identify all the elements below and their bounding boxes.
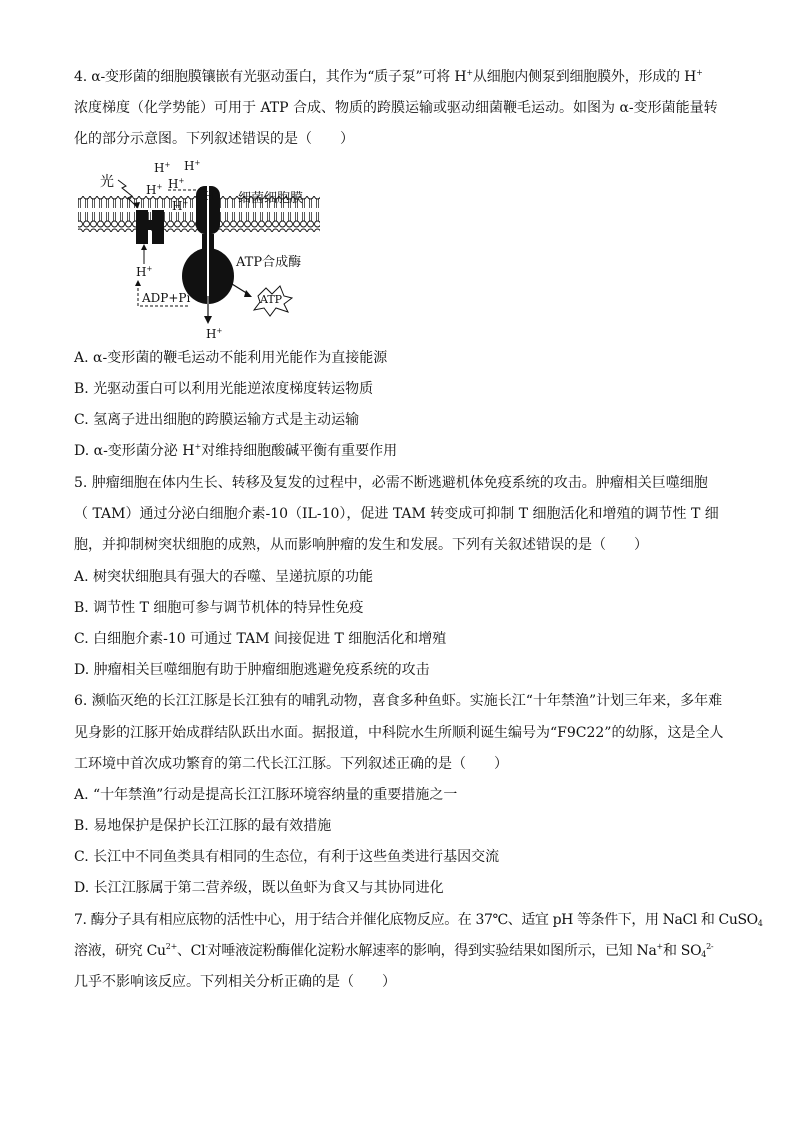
proton-label-5: H+: [172, 199, 189, 213]
q4-option-d[interactable]: [74, 441, 724, 461]
atp-synthase-label: ATP合成酶: [236, 255, 302, 270]
q6-stem-line-1: 6. 濒临灭绝的长江江豚是长江独有的哺乳动物，喜食多种鱼虾。实施长江“十年禁渔”计划三年来，多年难: [74, 693, 723, 709]
q7-stem-text-e: 和 SO: [662, 943, 702, 959]
q4-option-a[interactable]: A. α-变形菌的鞭毛运动不能利用光能作为直接能源: [74, 350, 388, 366]
atp-label: ATP: [260, 293, 283, 306]
adp-pi-label: ADP+Pi: [142, 291, 191, 305]
proton-label-4: H+: [168, 177, 185, 191]
q7-sup-cl: -: [205, 942, 208, 951]
q7-stem-text-a: 7. 酶分子具有相应底物的活性中心，用于结合并催化底物反应。在 37℃、适宜 pH 等条件下，用 NaCl 和 CuSO: [74, 912, 758, 928]
q4-option-d-text-a: D. α-变形菌分泌 H: [74, 443, 195, 459]
proton-label-6: H+: [204, 189, 221, 203]
q5-option-a[interactable]: A. 树突状细胞具有强大的吞噬、呈递抗原的功能: [74, 569, 374, 585]
q4-membrane-figure: [76, 156, 336, 346]
q5-option-b[interactable]: B. 调节性 T 细胞可参与调节机体的特异性免疫: [74, 600, 364, 616]
atp-synthesis-arrowhead: [244, 290, 252, 297]
q7-stem-line-2: [74, 941, 724, 961]
q4-stem-sup-a: +: [466, 68, 473, 77]
q4-option-c[interactable]: C. 氢离子进出细胞的跨膜运输方式是主动运输: [74, 412, 360, 428]
proton-label-2: H+: [184, 159, 201, 173]
q6-option-b[interactable]: B. 易地保护是保护长江江豚的最有效措施: [74, 818, 332, 834]
q4-stem-line-1: [74, 67, 724, 87]
q4-option-b[interactable]: B. 光驱动蛋白可以利用光能逆浓度梯度转运物质: [74, 381, 374, 397]
q7-stem-text-b: 溶液，研究 Cu: [74, 943, 166, 959]
q7-stem-text-d: 对唾液淀粉酶催化淀粉水解速率的影响，得到实验结果如图所示，已知 Na: [207, 943, 657, 959]
q4-stem-sup-b: +: [696, 68, 703, 77]
proton-label-3: H+: [146, 183, 163, 197]
q7-sup-na: +: [656, 942, 663, 951]
proton-label-7: H+: [136, 265, 153, 279]
membrane-diagram: [76, 156, 336, 346]
proton-in-arrowhead: [141, 244, 147, 250]
adp-return-arrowhead: [135, 280, 141, 286]
q5-stem-line-3: 胞，并抑制树突状细胞的成熟，从而影响肿瘤的发生和发展。下列有关叙述错误的是（ ）: [74, 537, 648, 553]
q6-option-d[interactable]: D. 长江江豚属于第二营养级，既以鱼虾为食又与其协同进化: [74, 880, 444, 896]
q7-stem-line-3: 几乎不影响该反应。下列相关分析正确的是（ ）: [74, 974, 396, 990]
q7-sup-cu: 2+: [165, 942, 177, 951]
q6-option-a[interactable]: A. “十年禁渔”行动是提高长江江豚环境容纳量的重要措施之一: [74, 787, 458, 803]
q4-stem-text-a: 4. α-变形菌的细胞膜镶嵌有光驱动蛋白，其作为“质子泵”可将 H: [74, 69, 467, 85]
q7-stem-text-c: 、Cl: [176, 943, 206, 959]
q5-option-c[interactable]: C. 白细胞介素-10 可通过 TAM 间接促进 T 细胞活化和增殖: [74, 631, 447, 647]
q4-option-d-text-b: 对维持细胞酸碱平衡有重要作用: [201, 443, 398, 459]
light-label: 光: [100, 174, 114, 190]
q7-stem-sub-a: 4: [757, 919, 763, 928]
q7-sub-so4: 4: [701, 950, 707, 959]
q7-sup-so4: 2-: [706, 942, 714, 951]
q5-stem-line-2: （ TAM）通过分泌白细胞介素-10（IL-10），促进 TAM 转变成可抑制 T 细胞活化和增殖的调节性 T 细: [74, 506, 719, 522]
q4-stem-line-2: 浓度梯度（化学势能）可用于 ATP 合成、物质的跨膜运输或驱动细菌鞭毛运动。如图为 α-变形菌能量转: [74, 100, 718, 116]
q5-stem-line-1: 5. 肿瘤细胞在体内生长、转移及复发的过程中，必需不断逃避机体免疫系统的攻击。肿瘤相关巨噬细胞: [74, 475, 708, 491]
q6-stem-line-2: 见身影的江豚开始成群结队跃出水面。据报道，中科院水生所顺利诞生编号为“F9C22”的幼豚，这是全人: [74, 725, 724, 741]
q5-option-d[interactable]: D. 肿瘤相关巨噬细胞有助于肿瘤细胞逃避免疫系统的攻击: [74, 662, 430, 678]
proton-label-8: H+: [206, 327, 223, 341]
q6-stem-line-3: 工环境中首次成功繁育的第二代长江江豚。下列叙述正确的是（ ）: [74, 756, 508, 772]
q4-stem-text-b: 从细胞内侧泵到细胞膜外，形成的 H: [472, 69, 697, 85]
q6-option-c[interactable]: C. 长江中不同鱼类具有相同的生态位，有利于这些鱼类进行基因交流: [74, 849, 500, 865]
q7-stem-line-1: [74, 910, 763, 930]
q4-stem-line-3: 化的部分示意图。下列叙述错误的是（ ）: [74, 131, 354, 147]
membrane-label: 细菌细胞膜: [238, 191, 304, 206]
q4-option-d-sup: +: [194, 442, 202, 451]
proton-label-1: H+: [154, 161, 171, 175]
